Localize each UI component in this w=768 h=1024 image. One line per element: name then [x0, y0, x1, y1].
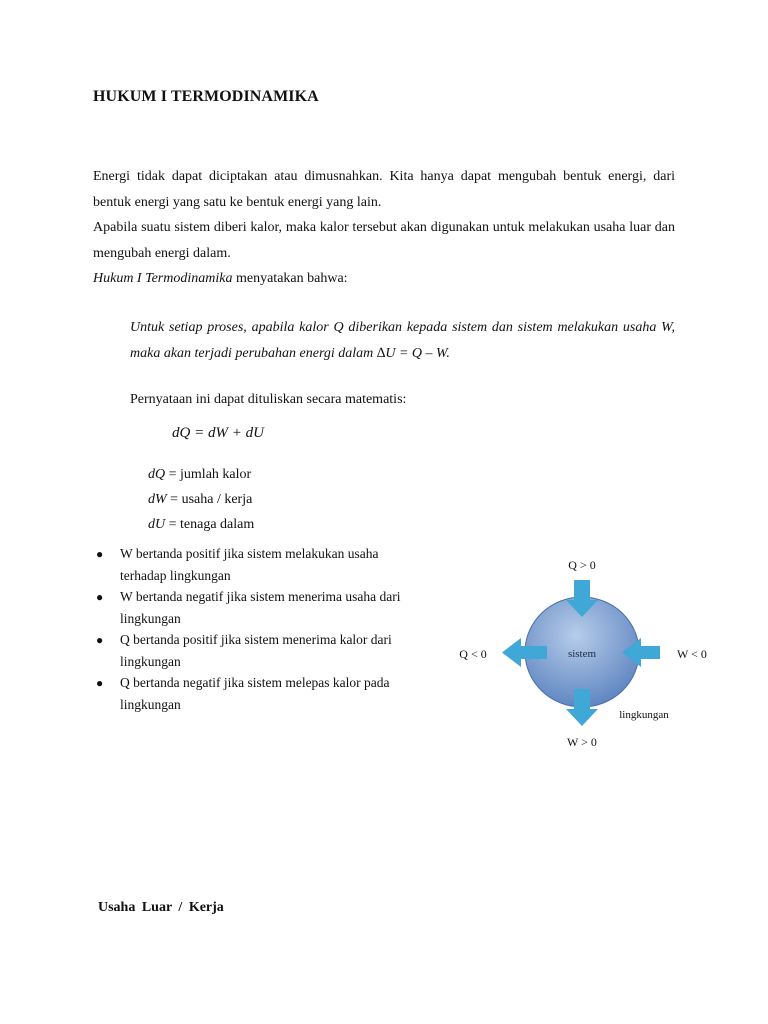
- list-item: ● Q bertanda negatif jika sistem melepas kalor pada lingkungan: [96, 672, 456, 716]
- math-statement: Pernyataan ini dapat dituliskan secara matematis:: [130, 392, 407, 407]
- definition-row: [148, 462, 254, 487]
- list-item: ● W bertanda negatif jika sistem menerima usaha dari lingkungan: [96, 586, 456, 630]
- law-statement-quote: Untuk setiap proses, apabila kalor Q diberikan kepada sistem dan sistem melakukan usaha W, maka akan terjadi perubahan energi dalam ∆U = Q – W.: [130, 320, 675, 361]
- law-intro-rest: menyatakan bahwa:: [232, 271, 348, 286]
- label-left-q-negative: Q < 0: [459, 647, 487, 661]
- label-top-q-positive: Q > 0: [568, 558, 596, 572]
- label-bottom-w-positive: W > 0: [567, 735, 597, 749]
- system-label: sistem: [567, 648, 597, 660]
- law-name: Hukum I Termodinamika: [93, 271, 233, 286]
- first-law-equation: dQ = dW + dU: [172, 425, 264, 441]
- environment-label: lingkungan: [619, 709, 669, 721]
- label-right-w-negative: W < 0: [677, 647, 707, 661]
- symbol-definitions: [148, 462, 254, 537]
- definition-symbol: dW: [148, 492, 167, 507]
- definition-meaning: = tenaga dalam: [165, 517, 255, 532]
- bullet-icon: ●: [96, 547, 104, 561]
- sign-convention-list: [96, 543, 456, 715]
- definition-row: [148, 512, 254, 537]
- bullet-icon: ●: [96, 633, 104, 647]
- page-title: HUKUM I TERMODINAMIKA: [93, 88, 319, 105]
- definition-symbol: dU: [148, 517, 166, 532]
- paragraph-energy-conservation: Energi tidak dapat diciptakan atau dimusnahkan. Kita hanya dapat mengubah bentuk energi, dari bentuk energi yang satu ke bentuk energi yang lain.: [93, 169, 675, 210]
- list-item: ● Q bertanda positif jika sistem menerima kalor dari lingkungan: [96, 629, 456, 673]
- definition-meaning: = jumlah kalor: [165, 467, 252, 482]
- definition-meaning: = usaha / kerja: [166, 492, 253, 507]
- bullet-icon: ●: [96, 676, 104, 690]
- bullet-icon: ●: [96, 590, 104, 604]
- paragraph-law-intro: [93, 266, 675, 292]
- section-heading-work: Usaha Luar / Kerja: [98, 900, 224, 915]
- definition-row: [148, 487, 254, 512]
- system-environment-diagram: [445, 545, 725, 765]
- list-item: ● W bertanda positif jika sistem melakukan usaha terhadap lingkungan: [96, 543, 456, 587]
- paragraph-heat-usage: Apabila suatu sistem diberi kalor, maka kalor tersebut akan digunakan untuk melakukan usaha luar dan mengubah energi dalam.: [93, 220, 675, 261]
- definition-symbol: dQ: [148, 467, 166, 482]
